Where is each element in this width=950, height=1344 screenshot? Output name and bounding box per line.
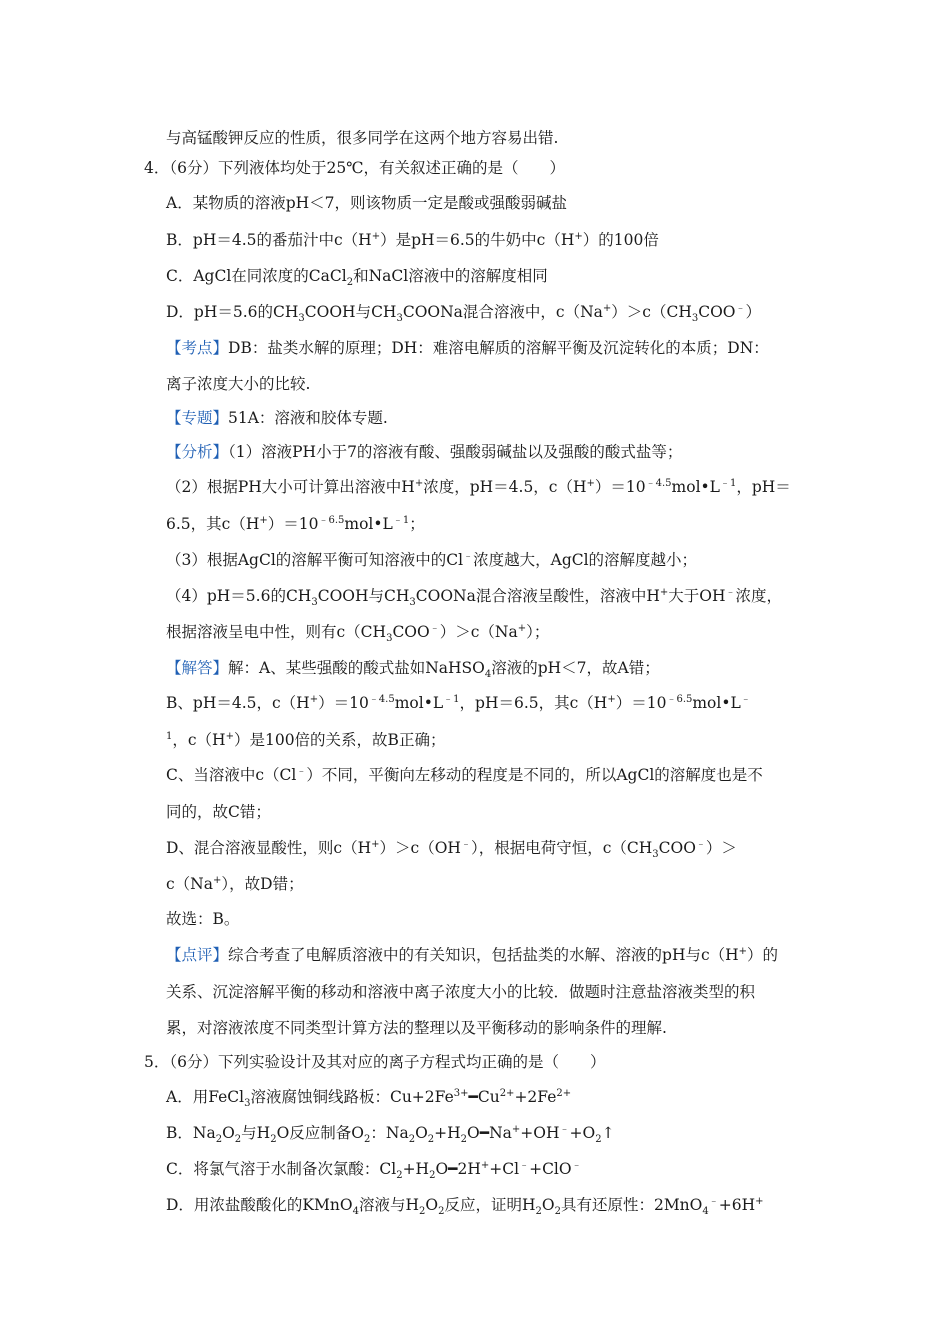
text-run: O反应制备O bbox=[276, 1124, 364, 1142]
subscript: 2 bbox=[429, 1170, 436, 1182]
text-run: 溶液的pH＜7，故A错； bbox=[491, 659, 660, 677]
kaodian-line-cont bbox=[166, 373, 310, 395]
supscript: ﹣ bbox=[735, 302, 746, 314]
text-run: ），故D错； bbox=[221, 875, 304, 893]
text-run: O bbox=[415, 1124, 428, 1142]
subscript: 4 bbox=[352, 1206, 359, 1218]
section-tag: 【分析】 bbox=[166, 443, 229, 461]
supscript: ﹣1 bbox=[719, 477, 737, 489]
subscript: 2 bbox=[427, 1134, 435, 1146]
text-run: ； bbox=[409, 515, 425, 533]
text-run: +OH bbox=[520, 1124, 560, 1142]
supscript: ﹣ bbox=[460, 838, 471, 850]
text-run: 具有还原性：2MnO bbox=[560, 1196, 703, 1214]
text-run: 4．（6分）下列液体均处于25℃，有关叙述正确的是（ ） bbox=[144, 159, 566, 177]
text-run: COO bbox=[698, 303, 736, 321]
text-run: mol•L bbox=[394, 694, 444, 712]
text-run: COOH与CH bbox=[304, 303, 397, 321]
text-run: ）＝10 bbox=[318, 694, 369, 712]
question-4-stem bbox=[144, 157, 565, 179]
text-run: ）是100倍的关系，故B正确； bbox=[233, 731, 446, 749]
text-run: 反应，证明H bbox=[444, 1196, 536, 1214]
text-run: 浓度，pH＝4.5，c（H bbox=[423, 478, 587, 496]
text-run: O bbox=[541, 1196, 555, 1214]
text-run: ━Cu bbox=[468, 1088, 500, 1106]
question-5-stem bbox=[144, 1051, 605, 1073]
text-run: ）＞c（CH bbox=[611, 303, 692, 321]
supscript: + bbox=[574, 230, 583, 242]
comment-line-3 bbox=[166, 1017, 667, 1039]
text-run: D、混合溶液显酸性，则c（H bbox=[166, 839, 372, 857]
supscript: + bbox=[517, 622, 527, 634]
continuation-line bbox=[166, 127, 558, 149]
subscript: 3 bbox=[409, 597, 416, 609]
supscript: ﹣6.5 bbox=[666, 693, 693, 705]
text-run: 关系、沉淀溶解平衡的移动和溶液中离子浓度大小的比较．做题时注意盐溶液类型的积 bbox=[166, 983, 756, 1001]
text-run: COONa混合溶液中，c（Na bbox=[402, 303, 603, 321]
option-5a bbox=[166, 1086, 571, 1108]
text-run: ）＞c（Na bbox=[439, 623, 518, 641]
text-run: 离子浓度大小的比较. bbox=[166, 375, 311, 393]
analysis-line-3 bbox=[166, 549, 697, 571]
text-run: 综合考查了电解质溶液中的有关知识，包括盐类的水解、溶液的pH与c（H bbox=[228, 946, 739, 964]
option-4c bbox=[166, 265, 548, 287]
dianping-line bbox=[166, 944, 778, 966]
supscript: + bbox=[755, 1195, 764, 1207]
answer-d-line-cont bbox=[166, 873, 304, 895]
text-run: （2）根据PH大小可计算出溶液中H bbox=[166, 478, 415, 496]
subscript: 2 bbox=[554, 1206, 561, 1218]
subscript: 2 bbox=[346, 277, 354, 289]
zhuanti-line bbox=[166, 407, 388, 429]
text-run: C．将氯气溶于水制备次氯酸：Cl bbox=[166, 1160, 397, 1178]
supscript: + bbox=[225, 730, 234, 742]
text-run: ）是pH＝6.5的牛奶中c（H bbox=[380, 231, 575, 249]
text-run: B、pH＝4.5，c（H bbox=[166, 694, 310, 712]
section-tag: 【解答】 bbox=[166, 659, 229, 677]
text-run: DB：盐类水解的原理；DH：难溶电解质的溶解平衡及沉淀转化的本质；DN： bbox=[228, 339, 769, 357]
text-run: 与高锰酸钾反应的性质，很多同学在这两个地方容易出错. bbox=[166, 129, 559, 147]
supscript: ﹣ bbox=[740, 693, 751, 705]
section-tag: 【考点】 bbox=[166, 339, 229, 357]
subscript: 2 bbox=[438, 1206, 445, 1218]
text-run: A．用FeCl bbox=[166, 1088, 245, 1106]
supscript: ﹣ bbox=[429, 622, 440, 634]
supscript: + bbox=[511, 1123, 521, 1135]
text-run: c（Na bbox=[166, 875, 213, 893]
supscript: 1 bbox=[166, 730, 173, 742]
text-run: C、当溶液中c（Cl bbox=[166, 766, 297, 784]
subscript: 2 bbox=[215, 1134, 223, 1146]
text-run: +H bbox=[402, 1160, 430, 1178]
subscript: 2 bbox=[364, 1134, 371, 1146]
subscript: 2 bbox=[460, 1134, 468, 1146]
text-run: ，c（H bbox=[172, 731, 226, 749]
text-run: （4）pH＝5.6的CH bbox=[166, 587, 312, 605]
kaodian-line bbox=[166, 337, 769, 359]
text-run: mol•L bbox=[671, 478, 720, 496]
text-run: +Cl bbox=[489, 1160, 520, 1178]
subscript: 3 bbox=[311, 597, 318, 609]
text-run: ） bbox=[745, 303, 762, 321]
subscript: 3 bbox=[652, 849, 659, 861]
supscript: + bbox=[738, 945, 748, 957]
answer-b-line-cont bbox=[166, 729, 445, 751]
supscript: ﹣ bbox=[463, 550, 474, 562]
subscript: 2 bbox=[270, 1134, 277, 1146]
analysis-line-2 bbox=[166, 476, 791, 498]
option-4b bbox=[166, 229, 659, 251]
option-5c bbox=[166, 1158, 582, 1180]
text-run: +O bbox=[569, 1124, 596, 1142]
subscript: 2 bbox=[396, 1170, 403, 1182]
supscript: + bbox=[371, 838, 380, 850]
jieda-line bbox=[166, 657, 660, 679]
subscript: 3 bbox=[691, 313, 699, 325]
subscript: 2 bbox=[595, 1134, 602, 1146]
choice-line bbox=[166, 908, 239, 930]
text-run: 浓度越大，AgCl的溶解度越小； bbox=[473, 551, 698, 569]
supscript: + bbox=[309, 693, 319, 705]
text-run: ）不同，平衡向左移动的程度是不同的，所以AgCl的溶解度也是不 bbox=[306, 766, 763, 784]
text-run: mol•L bbox=[692, 694, 741, 712]
supscript: + bbox=[371, 230, 381, 242]
text-run: 5．（6分）下列实验设计及其对应的离子方程式均正确的是（ ） bbox=[144, 1053, 606, 1071]
subscript: 3 bbox=[298, 313, 305, 325]
text-run: COO bbox=[392, 623, 430, 641]
text-run: B．Na bbox=[166, 1124, 216, 1142]
supscript: + bbox=[586, 477, 595, 489]
text-run: +6H bbox=[718, 1196, 756, 1214]
text-run: +H bbox=[434, 1124, 461, 1142]
supscript: ﹣ bbox=[695, 838, 706, 850]
supscript: ﹣6.5 bbox=[318, 514, 345, 526]
text-run: COO bbox=[658, 839, 696, 857]
text-run: ）的 bbox=[747, 946, 779, 964]
subscript: 3 bbox=[244, 1098, 251, 1110]
option-5b bbox=[166, 1122, 615, 1144]
subscript: 3 bbox=[396, 313, 403, 325]
supscript: + bbox=[602, 302, 612, 314]
text-run: 同的，故C错； bbox=[166, 803, 271, 821]
text-run: 累，对溶液浓度不同类型计算方法的整理以及平衡移动的影响条件的理解. bbox=[166, 1019, 667, 1037]
option-5d bbox=[166, 1194, 764, 1216]
text-run: ）＝10 bbox=[615, 694, 667, 712]
analysis-line-2-cont bbox=[166, 513, 425, 535]
text-run: ：Na bbox=[370, 1124, 409, 1142]
answer-d-line bbox=[166, 837, 737, 859]
text-run: +2Fe bbox=[514, 1088, 557, 1106]
text-run: 大于OH bbox=[668, 587, 726, 605]
text-run: COONa混合溶液呈酸性，溶液中H bbox=[415, 587, 660, 605]
text-run: 故选：B。 bbox=[166, 910, 240, 928]
supscript: 3+ bbox=[453, 1087, 469, 1099]
text-run: 浓度， bbox=[735, 587, 782, 605]
supscript: ﹣1 bbox=[443, 693, 460, 705]
text-run: ）； bbox=[526, 623, 550, 641]
text-run: D．pH＝5.6的CH bbox=[166, 303, 299, 321]
supscript: ﹣4.5 bbox=[645, 477, 672, 489]
supscript: + bbox=[659, 586, 669, 598]
text-run: O━2H bbox=[435, 1160, 481, 1178]
text-run: 与H bbox=[241, 1124, 271, 1142]
text-run: 6.5，其c（H bbox=[166, 515, 260, 533]
supscript: ﹣4.5 bbox=[368, 693, 395, 705]
supscript: ﹣ bbox=[571, 1159, 582, 1171]
supscript: ﹣1 bbox=[392, 514, 410, 526]
subscript: 3 bbox=[386, 633, 393, 645]
answer-b-line bbox=[166, 692, 751, 714]
section-tag: 【点评】 bbox=[166, 946, 229, 964]
text-run: O bbox=[425, 1196, 439, 1214]
subscript: 2 bbox=[408, 1134, 416, 1146]
subscript: 4 bbox=[702, 1206, 709, 1218]
comment-line-2 bbox=[166, 981, 755, 1003]
subscript: 2 bbox=[535, 1206, 542, 1218]
supscript: + bbox=[480, 1159, 490, 1171]
text-run: （1）溶液PH小于7的溶液有酸、强酸弱碱盐以及强酸的酸式盐等； bbox=[228, 443, 683, 461]
text-run: B．pH＝4.5的番茄汁中c（H bbox=[166, 231, 372, 249]
text-run: O━Na bbox=[467, 1124, 512, 1142]
supscript: ﹣ bbox=[708, 1195, 719, 1207]
text-run: ）＝10 bbox=[267, 515, 319, 533]
text-run: +ClO bbox=[529, 1160, 572, 1178]
supscript: ﹣ bbox=[725, 586, 736, 598]
supscript: + bbox=[259, 514, 268, 526]
fenxi-line bbox=[166, 441, 682, 463]
text-run: 溶液与H bbox=[358, 1196, 419, 1214]
text-run: ）＞c（OH bbox=[379, 839, 461, 857]
text-run: mol•L bbox=[344, 515, 393, 533]
supscript: ﹣ bbox=[296, 765, 307, 777]
supscript: ﹣ bbox=[519, 1159, 530, 1171]
text-run: ）的100倍 bbox=[582, 231, 659, 249]
text-run: ，pH＝6.5，其c（H bbox=[459, 694, 608, 712]
text-run: D．用浓盐酸酸化的KMnO bbox=[166, 1196, 353, 1214]
subscript: 4 bbox=[484, 669, 492, 681]
answer-c-line bbox=[166, 764, 763, 786]
subscript: 2 bbox=[418, 1206, 426, 1218]
text-run: ），根据电荷守恒，c（CH bbox=[470, 839, 653, 857]
supscript: 2+ bbox=[556, 1087, 572, 1099]
option-4d bbox=[166, 301, 761, 323]
supscript: + bbox=[414, 477, 424, 489]
section-tag: 【专题】 bbox=[166, 409, 229, 427]
analysis-line-4 bbox=[166, 585, 782, 607]
text-run: （3）根据AgCl的溶解平衡可知溶液中的Cl bbox=[166, 551, 464, 569]
text-run: 和NaCl溶液中的溶解度相同 bbox=[353, 267, 548, 285]
text-run: 溶液腐蚀铜线路板：Cu+2Fe bbox=[250, 1088, 454, 1106]
text-run: ↑ bbox=[601, 1124, 615, 1142]
text-run: 根据溶液呈电中性，则有c（CH bbox=[166, 623, 387, 641]
subscript: 2 bbox=[234, 1134, 242, 1146]
supscript: + bbox=[213, 874, 222, 886]
supscript: ﹣ bbox=[559, 1123, 570, 1135]
text-run: ）＝10 bbox=[594, 478, 646, 496]
analysis-line-4-cont bbox=[166, 621, 549, 643]
supscript: 2+ bbox=[499, 1087, 515, 1099]
text-run: ，pH＝ bbox=[736, 478, 791, 496]
text-run: 51A：溶液和胶体专题. bbox=[228, 409, 388, 427]
supscript: + bbox=[607, 693, 616, 705]
option-4a bbox=[166, 192, 567, 214]
text-run: ）＞ bbox=[705, 839, 737, 857]
text-run: COOH与CH bbox=[317, 587, 410, 605]
text-run: A．某物质的溶液pH＜7，则该物质一定是酸或强酸弱碱盐 bbox=[166, 194, 567, 212]
text-run: C．AgCl在同浓度的CaCl bbox=[166, 267, 347, 285]
answer-c-line-cont bbox=[166, 801, 271, 823]
text-run: 解：A、某些强酸的酸式盐如NaHSO bbox=[228, 659, 485, 677]
text-run: O bbox=[222, 1124, 235, 1142]
